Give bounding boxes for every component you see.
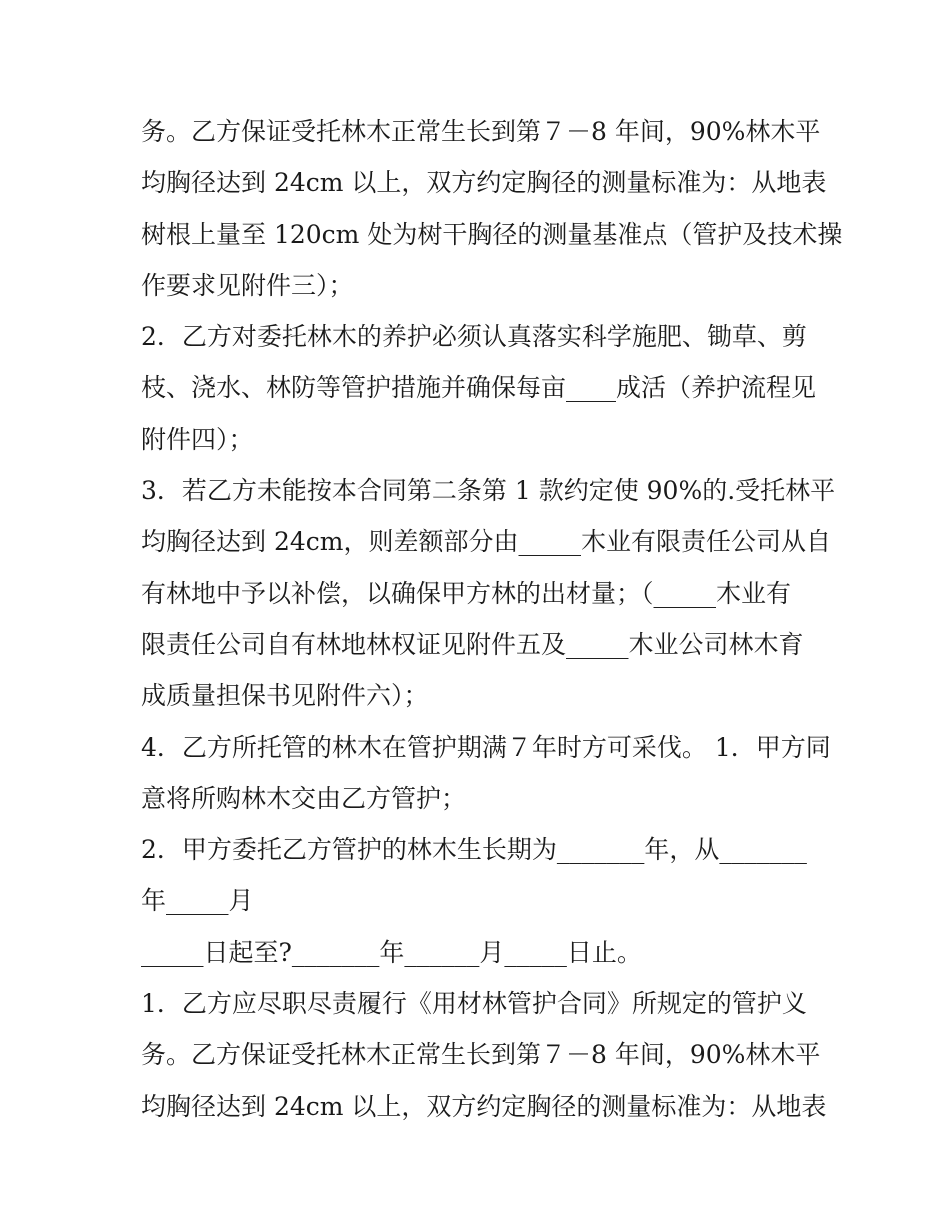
- text-line: 意将所购林木交由乙方管护；: [141, 783, 467, 813]
- text-line: 务。乙方保证受托林木正常生长到第７－8 年间，90%林木平: [141, 117, 821, 146]
- text-line: 4．乙方所托管的林木在管护期满７年时方可采伐。 1．甲方同: [141, 732, 831, 762]
- text-line: 限责任公司自有林地林权证见附件五及_____木业公司林木育: [141, 629, 804, 659]
- text-line: 树根上量至 120cm 处为树干胸径的测量基准点（管护及技术操: [141, 219, 843, 249]
- text-line: 有林地中予以补偿，以确保甲方林的出材量；（_____木业有: [141, 578, 792, 608]
- text-line: 均胸径达到 24cm 以上，双方约定胸径的测量标准为：从地表: [141, 1091, 827, 1121]
- text-line: 均胸径达到 24cm，则差额部分由_____木业有限责任公司从自: [141, 527, 831, 557]
- text-line: 1．乙方应尽职尽责履行《用材林管护合同》所规定的管护义: [141, 989, 807, 1019]
- text-line: 均胸径达到 24cm 以上，双方约定胸径的测量标准为：从地表: [141, 168, 827, 198]
- text-line: 务。乙方保证受托林木正常生长到第７－8 年间，90%林木平: [141, 1040, 821, 1070]
- text-line: 附件四）；: [141, 424, 254, 454]
- text-line: 3．若乙方未能按本合同第二条第 1 款约定使 90%的.受托林平: [141, 476, 836, 506]
- text-line: 成质量担保书见附件六）；: [141, 681, 429, 711]
- text-line: 2．乙方对委托林木的养护必须认真落实科学施肥、锄草、剪: [141, 322, 807, 352]
- text-line: 2．甲方委托乙方管护的林木生长期为_______年，从_______: [141, 835, 807, 865]
- text-line: 年_____月: [141, 886, 254, 916]
- text-line: 作要求见附件三）；: [141, 270, 354, 300]
- contract-text: [141, 106, 843, 1132]
- text-line: _____日起至?_______年______月_____日止。: [141, 937, 642, 967]
- text-line: 枝、浇水、林防等管护措施并确保每亩____成活（养护流程见: [141, 373, 817, 403]
